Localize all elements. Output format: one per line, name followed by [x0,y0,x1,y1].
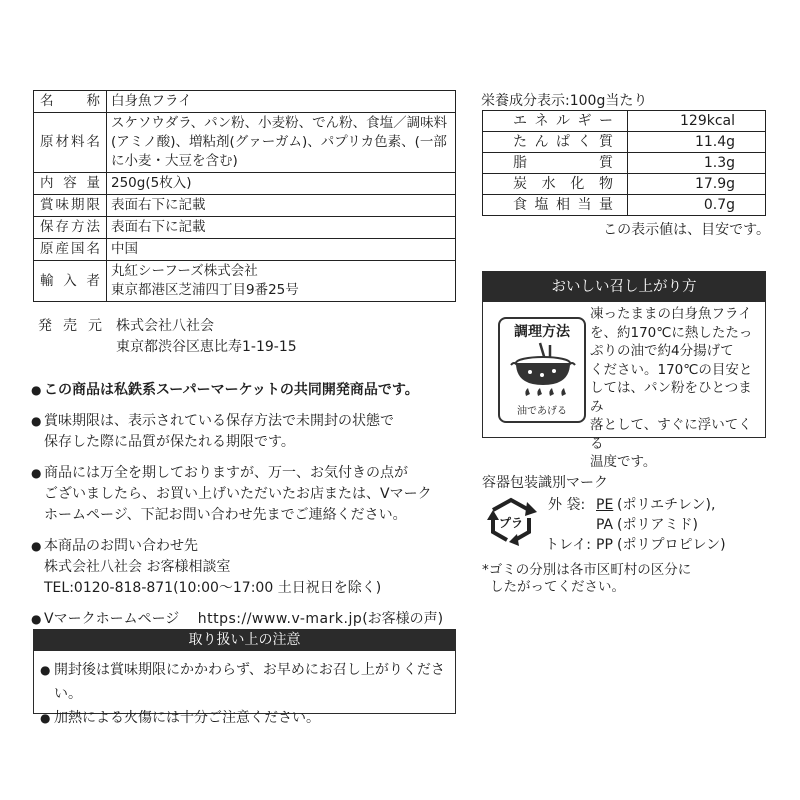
plastic-recycle-mark [483,494,539,550]
cooking-icon-caption: 油であげる [517,406,567,417]
info-row-name [34,91,456,113]
material-pe: PE [596,497,614,513]
material-pp: PP [596,537,613,553]
info-row-storage [34,217,456,239]
info-label: 内 容 量 [34,173,107,195]
info-label: 原産国名 [34,239,107,261]
info-row-ingredients [34,113,456,173]
outer-bag-label: 外 袋: [548,497,586,513]
cooking-title: おいしい召し上がり方 [483,272,765,302]
cooking-instructions [590,305,762,472]
caution-box [33,651,456,726]
info-value [107,261,456,302]
nutrition-row [483,195,766,216]
note-website [31,609,461,630]
cooking-line: を、約170℃に熱したたっ [590,324,753,341]
cooking-icon-title: 調理方法 [514,324,570,340]
caution-title: 取り扱い上の注意 [33,629,456,651]
info-value: 表面右下に記載 [107,217,456,239]
info-value: 表面右下に記載 [107,195,456,217]
cooking-line: 温度です。 [590,454,657,470]
info-value [107,91,456,113]
nutrition-title: 栄養成分表示:100g当たり [481,93,648,109]
cooking-line: 凍ったままの白身魚フライ [590,306,752,322]
info-value [107,113,456,173]
info-value: 中国 [107,239,456,261]
info-row-best-before [34,195,456,217]
notes-list [31,380,461,640]
info-label: 輸 入 者 [34,261,107,302]
nutrient-name: 炭水化物 [483,174,628,195]
cooking-line: ください。170℃の目安と [590,361,753,378]
product-info-table [33,90,456,302]
nutrition-footnote: この表示値は、目安です。 [603,222,770,238]
nutrition-row [483,174,766,195]
website-link[interactable]: https://www.v-mark.jp [197,611,363,627]
note-line: ● 商品には万全を期しておりますが、万一、お気付きの点が [44,465,408,481]
nutrient-value: 17.9g [628,174,766,195]
frying-pan-icon [510,341,576,399]
nutrient-name: 脂 質 [483,153,628,174]
material-pe-desc: (ポリエチレン), [617,497,716,513]
note-line: ● 本商品のお問い合わせ先 [44,538,198,554]
nutrient-name: たんぱく質 [483,132,628,153]
cooking-line: しては、パン粉をひとつまみ [590,380,752,415]
info-line: (アミノ酸)、増粘剤(グァーガム)、パプリカ色素、(一部 [111,134,447,150]
recycle-icon [483,494,539,546]
seller-address: 東京都渋谷区恵比寿1-19-15 [116,339,297,355]
caution-item: ● 加熱による火傷には十分ご注意ください。 [40,706,449,730]
recycle-note-line: したがってください。 [490,579,625,595]
info-row-importer [34,261,456,302]
nutrient-value: 1.3g [628,153,766,174]
note-line: ● 賞味期限は、表示されている保存方法で未開封の状態で [44,413,394,429]
nutrient-value: 0.7g [628,195,766,216]
recycle-mark-label: プラ [498,516,524,530]
cooking-box [482,271,766,470]
nutrition-row [483,111,766,132]
seller-label: 発 売 元 [38,318,102,334]
info-line: 丸紅シーフーズ株式会社 [111,263,258,279]
recycle-title: 容器包装識別マーク [482,475,608,491]
note-line: 株式会社八社会 お客様相談室 [44,559,231,575]
recycle-note-line: *ゴミの分別は各市区町村の区分に [482,562,692,578]
nutrient-value: 129kcal [628,111,766,132]
info-label: 原材料名 [34,113,107,173]
nutrition-row [483,132,766,153]
info-line: に小麦・大豆を含む) [111,153,238,169]
note-best-before [31,411,461,453]
nutrient-name: 食塩相当量 [483,195,628,216]
nutrition-table [482,110,766,216]
note-contact-request [31,463,461,526]
frying-method-icon [498,317,586,423]
info-row-origin [34,239,456,261]
website-label: Vマークホームページ [44,611,180,627]
material-pa: PA [596,517,614,533]
material-pa-desc: (ポリアミド) [617,517,698,533]
website-suffix: (お客様の声) [362,611,444,627]
cooking-line: 落として、すぐに浮いてくる [590,417,752,452]
cooking-line: ぷりの油で約4分揚げて [590,343,734,359]
seller-name: 株式会社八社会 [116,318,214,334]
nutrient-value: 11.4g [628,132,766,153]
info-line: スケソウダラ、パン粉、小麦粉、でん粉、食塩／調味料 [111,115,448,131]
caution-item: ● 開封後は賞味期限にかかわらず、お早めにお召し上がりください。 [40,658,449,706]
info-line: 東京都港区芝浦四丁目9番25号 [111,282,299,298]
info-label: 名 称 [34,91,107,113]
material-pp-desc: (ポリプロピレン) [617,537,726,553]
info-label: 賞味期限 [34,195,107,217]
note-inquiry [31,536,461,599]
info-line: 白身魚フライ [111,93,192,109]
nutrient-name: エネルギー [483,111,628,132]
note-line: 保存した際に品質が保たれる期限です。 [44,434,295,450]
note-line: ホームページ、下記お問い合わせ先までご連絡ください。 [44,507,407,523]
tray-label: トレイ: [545,537,592,553]
note-line: ございましたら、お買い上げいただいたお店または、Vマーク [44,486,432,502]
nutrition-row [483,153,766,174]
info-label: 保存方法 [34,217,107,239]
note-phone: TEL:0120-818-871(10:00〜17:00 土日祝日を除く) [44,580,382,596]
note-joint-development: ● この商品は私鉄系スーパーマーケットの共同開発商品です。 [31,380,461,401]
recycle-note [482,562,691,596]
info-row-contents [34,173,456,195]
info-value: 250g(5枚入) [107,173,456,195]
